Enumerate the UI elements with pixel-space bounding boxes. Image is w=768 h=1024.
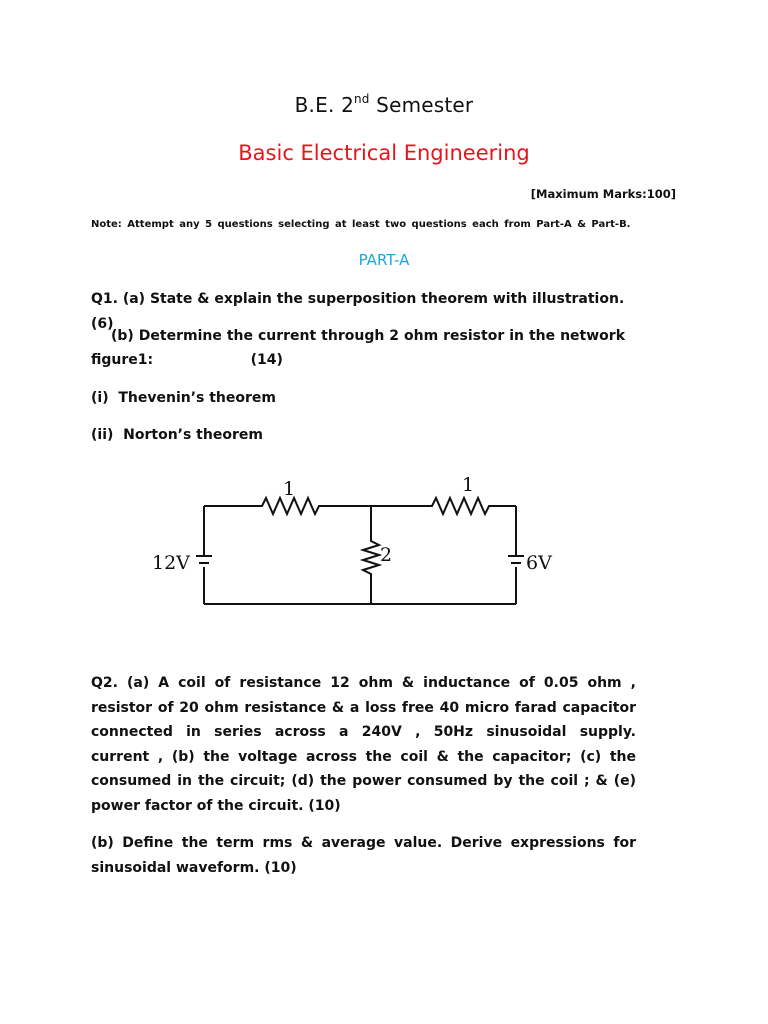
- label-r1: 1: [283, 478, 296, 500]
- q2-a-line: consumed in the circuit; (d) the power consumed by the coil ; & (e): [91, 773, 636, 789]
- max-marks: [Maximum Marks:100]: [530, 187, 676, 201]
- label-v-left: 12V: [152, 552, 190, 574]
- q1-option-ii: (ii) Norton’s theorem: [91, 427, 263, 443]
- title-pre: B.E. 2: [294, 93, 354, 117]
- q2-a-line: connected in series across a 240V , 50Hz sinusoidal supply.: [91, 724, 636, 740]
- label-r-mid: 2: [380, 544, 393, 566]
- q2-a-line: power factor of the circuit. (10): [91, 797, 341, 814]
- label-r2: 1: [462, 474, 475, 496]
- q1-option-i: (i) Thevenin’s theorem: [91, 390, 276, 406]
- q1-a: Q1. (a) State & explain the superposition theorem with illustration. (6): [91, 291, 625, 332]
- q1-b-line2: figure1: (14): [91, 352, 283, 368]
- q2-a-line: Q2. (a) A coil of resistance 12 ohm & inductance of 0.05 ohm ,: [91, 675, 636, 691]
- title-post: Semester: [369, 93, 474, 117]
- subject-title: Basic Electrical Engineering: [238, 141, 530, 165]
- title-sup: nd: [354, 92, 370, 106]
- q2-b: [91, 831, 636, 880]
- q2-a-line: resistor of 20 ohm resistance & a loss free 40 micro farad capacitor: [91, 699, 636, 716]
- battery-left: [196, 556, 212, 563]
- q2-b-line: (b) Define the term rms & average value. Derive expressions for: [91, 835, 636, 851]
- top-wire: [204, 498, 516, 514]
- instructions-note: Note: Attempt any 5 questions selecting at least two questions each from Part-A & Part-B.: [91, 219, 631, 230]
- q2-a-line: current , (b) the voltage across the coil & the capacitor; (c) the: [91, 748, 636, 765]
- q2-b-line: sinusoidal waveform. (10): [91, 859, 297, 876]
- middle-branch: [363, 506, 379, 604]
- part-a-heading: PART-A: [358, 251, 410, 269]
- battery-right: [508, 556, 524, 563]
- q1-b-line1: (b) Determine the current through 2 ohm resistor in the network: [111, 328, 625, 344]
- label-v-right: 6V: [526, 552, 552, 574]
- q2-a: [91, 671, 636, 818]
